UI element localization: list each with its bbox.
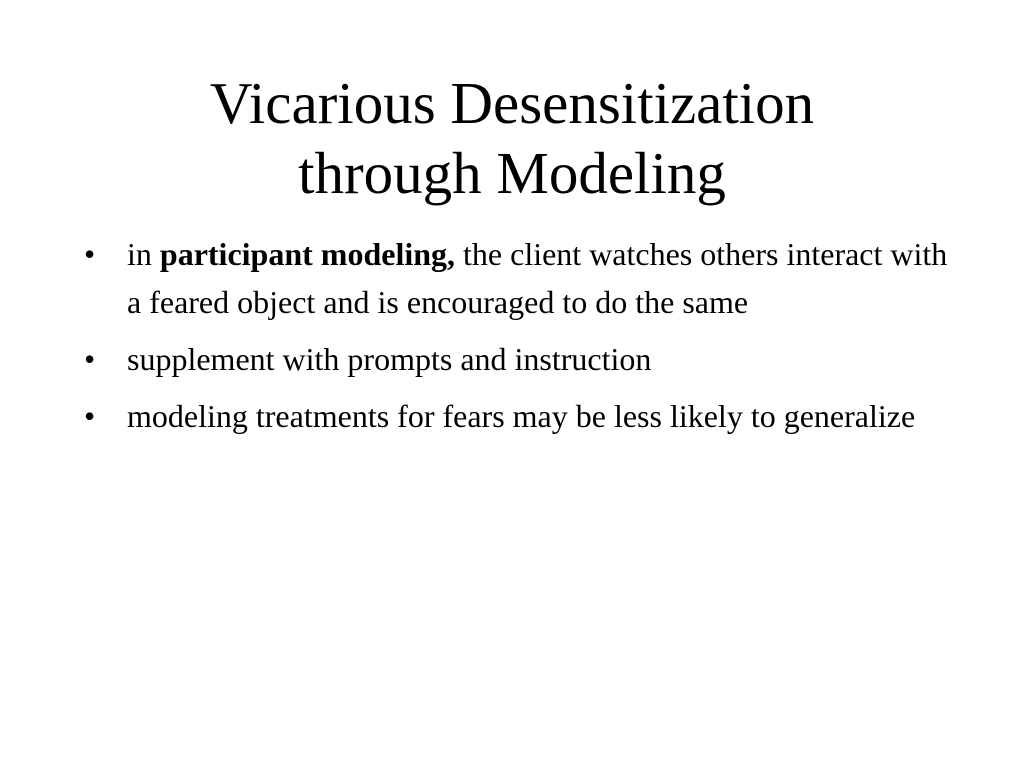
bullet-marker: • [84, 398, 96, 434]
slide-title-line-2: through Modeling [298, 140, 726, 206]
bullet-item-supplement [84, 335, 954, 383]
bullet-text: modeling treatments for fears may be less likely to generalize [127, 398, 916, 434]
bullet-prefix: in [127, 236, 160, 272]
slide-title-line-1: Vicarious Desensitization [209, 70, 815, 136]
bullet-suffix: the client watches others interact with a feared object and is encouraged to do the same [127, 236, 948, 320]
bullet-text: supplement with prompts and instruction [127, 341, 652, 377]
bullet-marker: • [84, 341, 96, 377]
bullet-emphasis: participant modeling, [159, 236, 456, 272]
slide-title [0, 68, 1024, 208]
bullet-text [127, 236, 947, 320]
bullet-marker: • [84, 236, 96, 272]
bullet-item-generalize [84, 392, 954, 440]
bullet-item-participant-modeling [84, 230, 954, 326]
bullet-list [84, 230, 954, 449]
